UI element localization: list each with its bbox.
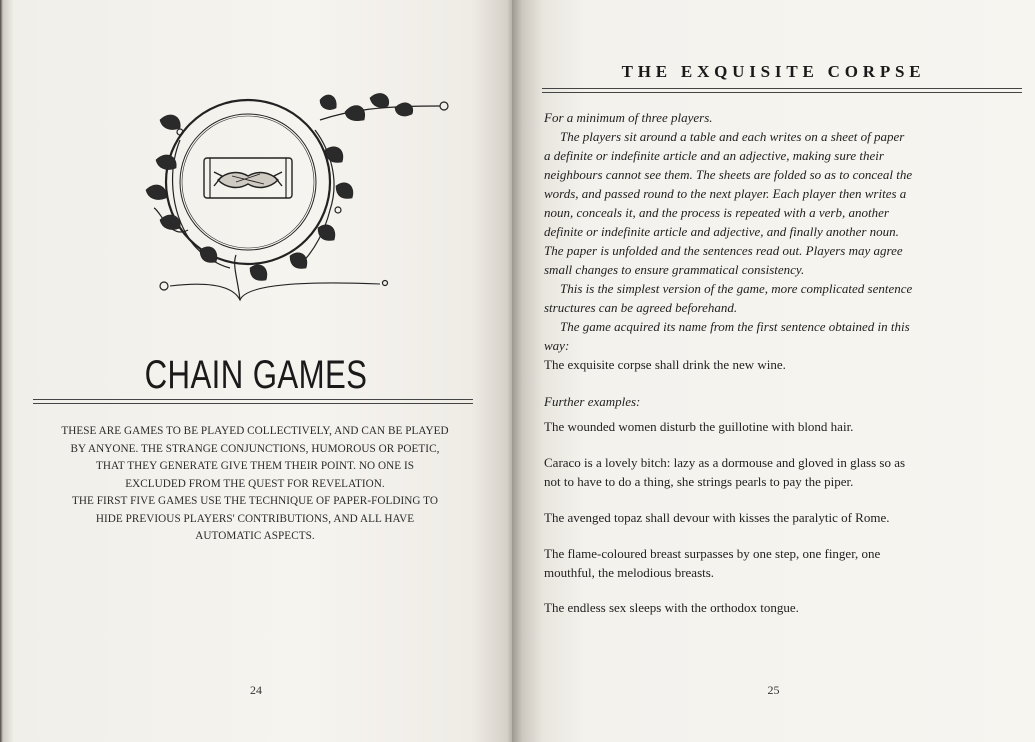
chapter-title: CHAIN GAMES bbox=[144, 353, 368, 397]
rules-line: a definite or indefinite article and an adjective, making sure their bbox=[544, 148, 884, 163]
example-item bbox=[544, 508, 1006, 527]
rules-line: The paper is unfolded and the sentences read out. Players may agree bbox=[544, 243, 903, 258]
rules-line: For a minimum of three players. bbox=[544, 110, 713, 125]
left-page bbox=[0, 0, 512, 742]
rules-line: small changes to ensure grammatical consistency. bbox=[544, 262, 805, 277]
example-line: The avenged topaz shall devour with kisses the paralytic of Rome. bbox=[544, 510, 890, 525]
example-item bbox=[544, 598, 1006, 617]
section-rule bbox=[542, 88, 1022, 93]
rules-line: noun, conceals it, and the process is repeated with a verb, another bbox=[544, 205, 889, 220]
intro-line: BY ANYONE. THE STRANGE CONJUNCTIONS, HUMOROUS OR POETIC, bbox=[70, 442, 440, 455]
example-line: The endless sex sleeps with the orthodox tongue. bbox=[544, 600, 799, 615]
intro-line: THE FIRST FIVE GAMES USE THE TECHNIQUE OF PAPER-FOLDING TO bbox=[71, 495, 438, 507]
first-sentence: The exquisite corpse shall drink the new wine. bbox=[544, 357, 786, 372]
intro-line: THAT THEY GENERATE GIVE THEM THEIR POINT. NO ONE IS bbox=[95, 460, 415, 472]
handshake-wreath-emblem-icon bbox=[140, 90, 470, 320]
example-line: Caraco is a lovely bitch: lazy as a dormouse and gloved in glass so as bbox=[544, 455, 906, 470]
right-page bbox=[512, 0, 1035, 742]
section-title: THE EXQUISITE CORPSE bbox=[621, 62, 926, 81]
example-line: The flame-coloured breast surpasses by one step, one finger, one bbox=[544, 546, 881, 561]
game-rules bbox=[544, 108, 1006, 355]
example-line: The wounded women disturb the guillotine with blond hair. bbox=[544, 419, 854, 434]
chapter-intro bbox=[30, 423, 480, 546]
rules-line: way: bbox=[544, 338, 570, 353]
intro-line: AUTOMATIC ASPECTS. bbox=[195, 530, 315, 542]
rules-line: definite or indefinite article and adjective, and finally another noun. bbox=[544, 224, 899, 239]
rules-line: This is the simplest version of the game, more complicated sentence bbox=[560, 281, 913, 296]
further-examples-label: Further examples: bbox=[544, 394, 641, 409]
rules-line: structures can be agreed beforehand. bbox=[544, 300, 738, 315]
page-number-left: 24 bbox=[250, 683, 262, 697]
rules-line: The game acquired its name from the first sentence obtained in this bbox=[560, 319, 910, 334]
example-line: mouthful, the melodious breasts. bbox=[544, 565, 715, 580]
intro-line: EXCLUDED FROM THE QUEST FOR REVELATION. bbox=[125, 477, 385, 490]
intro-line: THESE ARE GAMES TO BE PLAYED COLLECTIVELY, AND CAN BE PLAYED bbox=[61, 425, 449, 437]
example-item bbox=[544, 453, 1006, 491]
rules-line: The players sit around a table and each writes on a sheet of paper bbox=[560, 129, 905, 144]
title-rule bbox=[33, 399, 473, 404]
example-line: not to have to do a thing, she strings pearls to pay the piper. bbox=[544, 474, 854, 489]
intro-line: HIDE PREVIOUS PLAYERS' CONTRIBUTIONS, AND ALL HAVE bbox=[95, 512, 415, 525]
example-item bbox=[544, 417, 1006, 436]
rules-line: neighbours cannot see them. The sheets are folded so as to conceal the bbox=[544, 167, 913, 182]
example-item bbox=[544, 544, 1006, 582]
rules-line: words, and passed round to the next player. Each player then writes a bbox=[544, 186, 907, 201]
page-number-right: 25 bbox=[767, 683, 780, 697]
